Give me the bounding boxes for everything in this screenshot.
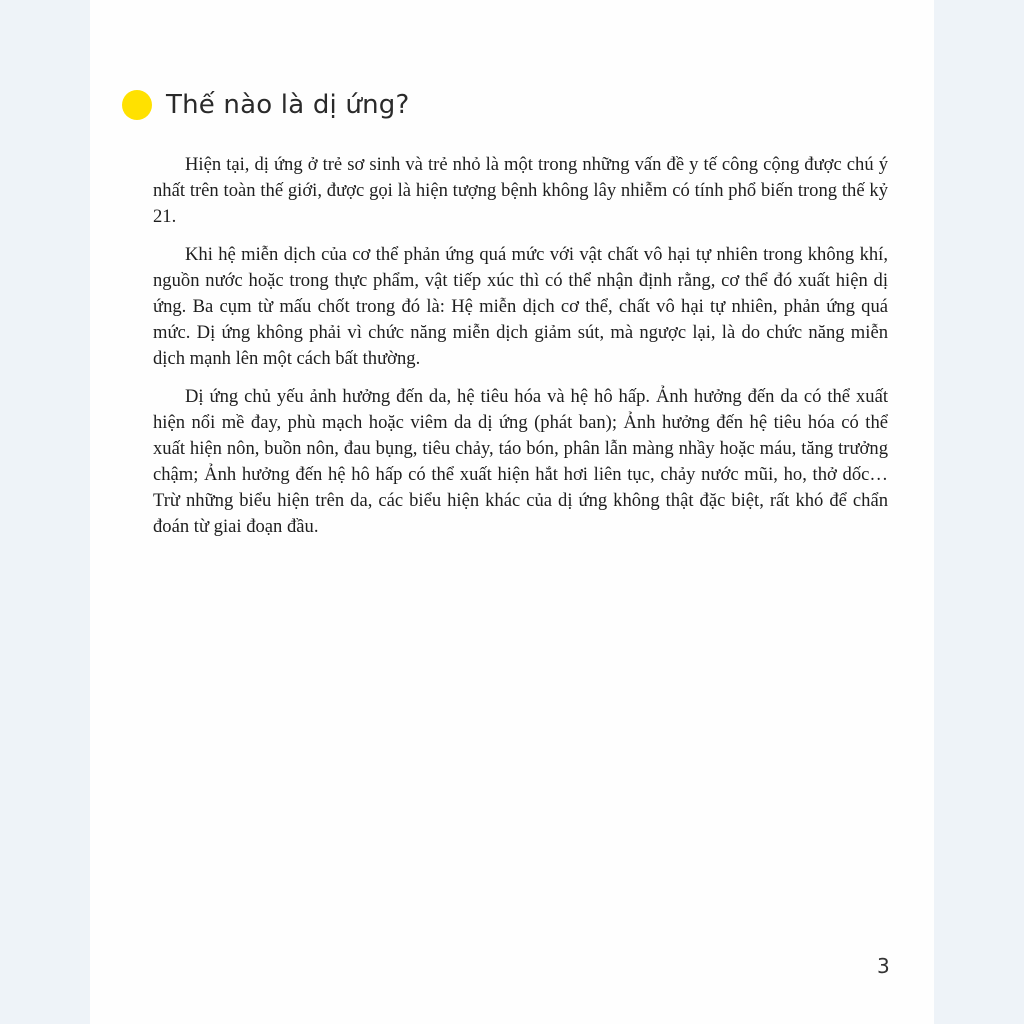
paragraph-1: Hiện tại, dị ứng ở trẻ sơ sinh và trẻ nhỏ là một trong những vấn đề y tế công cộng được chú ý nhất trên toàn thế giới, được gọi là hiện tượng bệnh không lây nhiễm có tính phổ biến trong thế kỷ 21. — [153, 154, 888, 227]
paragraph-3: Dị ứng chủ yếu ảnh hưởng đến da, hệ tiêu hóa và hệ hô hấp. Ảnh hưởng đến da có thể xuất hiện nổi mề đay, phù mạch hoặc viêm da dị ứng (phát ban); Ảnh hưởng đến hệ tiêu hóa có thể xuất hiện nôn, buồn nôn, đau bụng, tiêu chảy, táo bón, phân lẫn màng nhầy hoặc máu, tăng trưởng chậm; Ảnh hưởng đến hệ hô hấp có thể xuất hiện hắt hơi liên tục, chảy nước mũi, ho, thở dốc… Trừ những biểu hiện trên da, các biểu hiện khác của dị ứng không thật đặc biệt, rất khó để chẩn đoán từ giai đoạn đầu. — [153, 386, 888, 537]
section-heading — [122, 90, 409, 120]
section-title: Thế nào là dị ứng? — [166, 90, 410, 120]
paragraph-2: Khi hệ miễn dịch của cơ thể phản ứng quá mức với vật chất vô hại tự nhiên trong không khí, nguồn nước hoặc trong thực phẩm, vật tiếp xúc thì có thể nhận định rằng, cơ thể đó xuất hiện dị ứng. Ba cụm từ mấu chốt trong đó là: Hệ miễn dịch cơ thể, chất vô hại tự nhiên, phản ứng quá mức. Dị ứng không phải vì chức năng miễn dịch giảm sút, mà ngược lại, là do chức năng miễn dịch mạnh lên một cách bất thường. — [153, 244, 888, 369]
page-number: 3 — [877, 954, 890, 978]
body-text — [153, 152, 888, 552]
page-margin-left — [0, 0, 90, 1024]
book-page — [90, 0, 934, 1024]
yellow-dot-icon — [122, 90, 152, 120]
page-margin-right — [934, 0, 1024, 1024]
